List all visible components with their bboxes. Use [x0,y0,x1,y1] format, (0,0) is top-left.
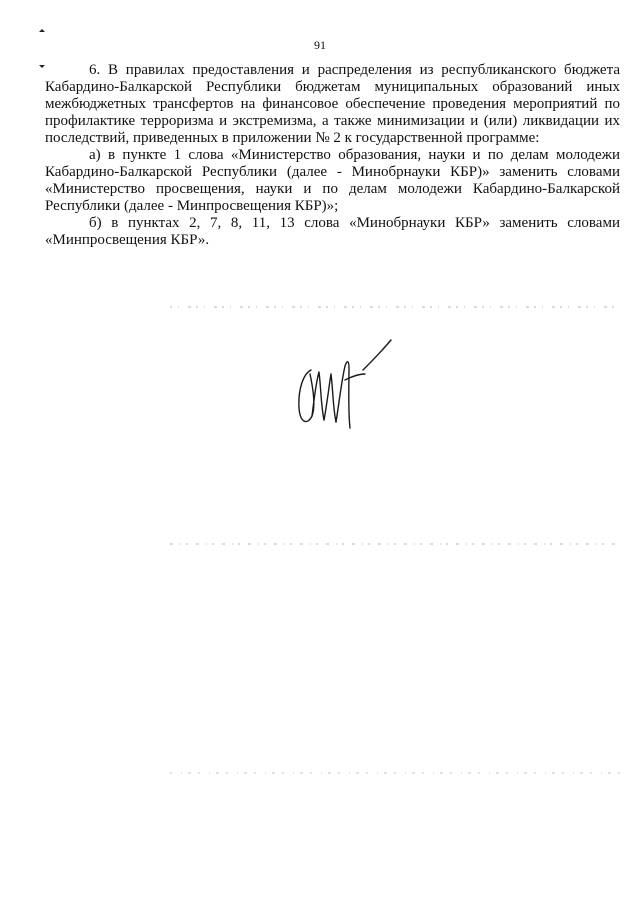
scan-line-middle [170,543,620,545]
paragraph-6: 6. В правилах предоставления и распределения из республиканского бюджета Кабардино-Балкарской Республики бюджетам муниципальных образований иных межбюджетных трансфертов на финансовое обеспечение проведения мероприятий по профилактике терроризма и экстремизма, а также минимизации и (или) ликвидации их последствий, приведенных в приложении № 2 к государственной программе: [45,62,620,146]
scan-mark-top [38,20,46,25]
page-number: 91 [314,38,326,52]
document-body [45,62,620,249]
scan-line-bottom [170,772,620,774]
paragraph-a: а) в пункте 1 слова «Министерство образования, науки и по делам молодежи Кабардино-Балкарской Республики (далее - Минобрнауки КБР)» заменить словами «Министерство просвещения, науки и по делам молодежи Кабардино-Балкарской Республики (далее - Минпросвещения КБР)»; [45,147,620,214]
scan-mark-bottom [38,56,46,61]
paragraph-b: б) в пунктах 2, 7, 8, 11, 13 слова «Минобрнауки КБР» заменить словами «Минпросвещения КБР». [45,215,620,248]
scan-line-top [170,306,620,308]
handwritten-signature [283,330,403,440]
